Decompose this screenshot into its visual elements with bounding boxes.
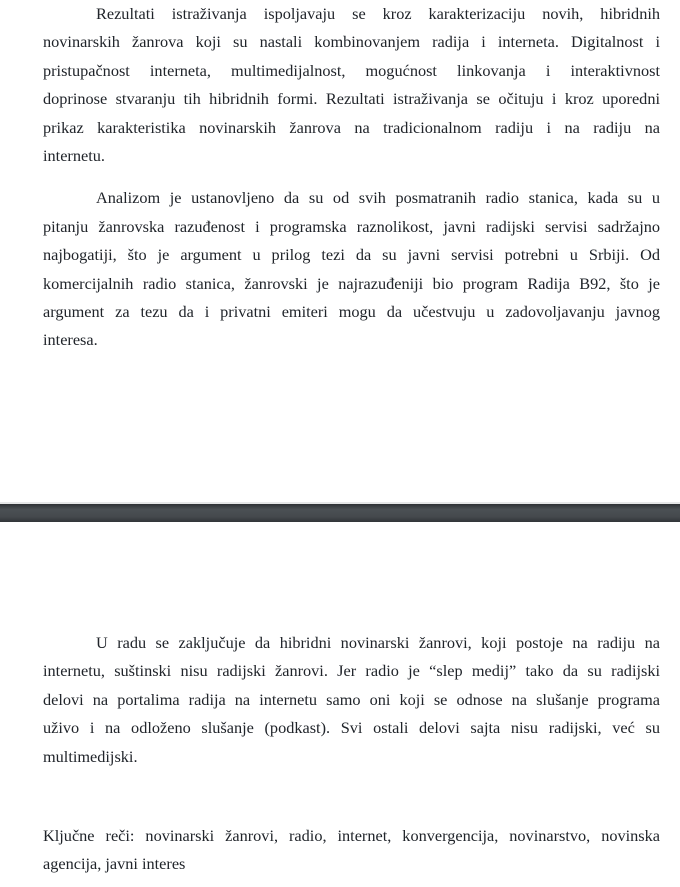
text-line: pitanju žanrovska razuđenost i programska raznolikost, javni radijski servisi sadržajno (43, 216, 660, 236)
text-line: internetu. (43, 146, 105, 166)
text-line: komercijalnih radio stanica, žanrovski je najrazuđeniji bio program Radija B92, što je (43, 273, 660, 293)
text-line: najbogatiji, što je argument u prilog tezi da su javni servisi potrebni u Srbiji. Od (43, 245, 660, 265)
text-line: novinarskih žanrova koji su nastali kombinovanjem radija i interneta. Digitalnost i (43, 32, 660, 52)
text-line: doprinose stvaranju tih hibridnih formi. Rezultati istraživanja se očituju i kroz uporedni (43, 89, 660, 109)
text-line: argument za tezu da i privatni emiteri mogu da učestvuju u zadovoljavanju javnog (43, 302, 660, 322)
keywords-line: agencija, javni interes (43, 854, 186, 874)
text-line: multimedijski. (43, 746, 138, 766)
text-line: delovi na portalima radija na internetu samo oni koji se odnose na slušanje programa (43, 689, 660, 709)
text-line: interesa. (43, 330, 98, 350)
page-break-separator-bar (0, 502, 680, 522)
text-line: uživo i na odloženo slušanje (podkast). Svi ostali delovi sajta nisu radijski, već su (43, 718, 660, 738)
paragraph-2 (43, 184, 660, 354)
paragraph-3 (43, 629, 660, 771)
text-line: prikaz karakteristika novinarskih žanrova na tradicionalnom radiju i na radiju na (43, 117, 660, 137)
text-line: Rezultati istraživanja ispoljavaju se kroz karakterizaciju novih, hibridnih (96, 4, 660, 23)
keywords-line: Ključne reči: novinarski žanrovi, radio, internet, konvergencija, novinarstvo, novinska (43, 826, 660, 846)
document-page-2 (0, 522, 680, 879)
paragraph-1 (43, 0, 660, 170)
text-line: internetu, suštinski nisu radijski žanrovi. Jer radio je “slep medij” tako da su radijski (43, 661, 660, 681)
text-line: pristupačnost interneta, multimedijalnost, mogućnost linkovanja i interaktivnost (43, 60, 660, 80)
text-line: U radu se zaključuje da hibridni novinarski žanrovi, koji postoje na radiju na (96, 633, 660, 652)
keywords-paragraph (43, 822, 660, 879)
text-line: Analizom je ustanovljeno da su od svih posmatranih radio stanica, kada su u (96, 188, 660, 208)
